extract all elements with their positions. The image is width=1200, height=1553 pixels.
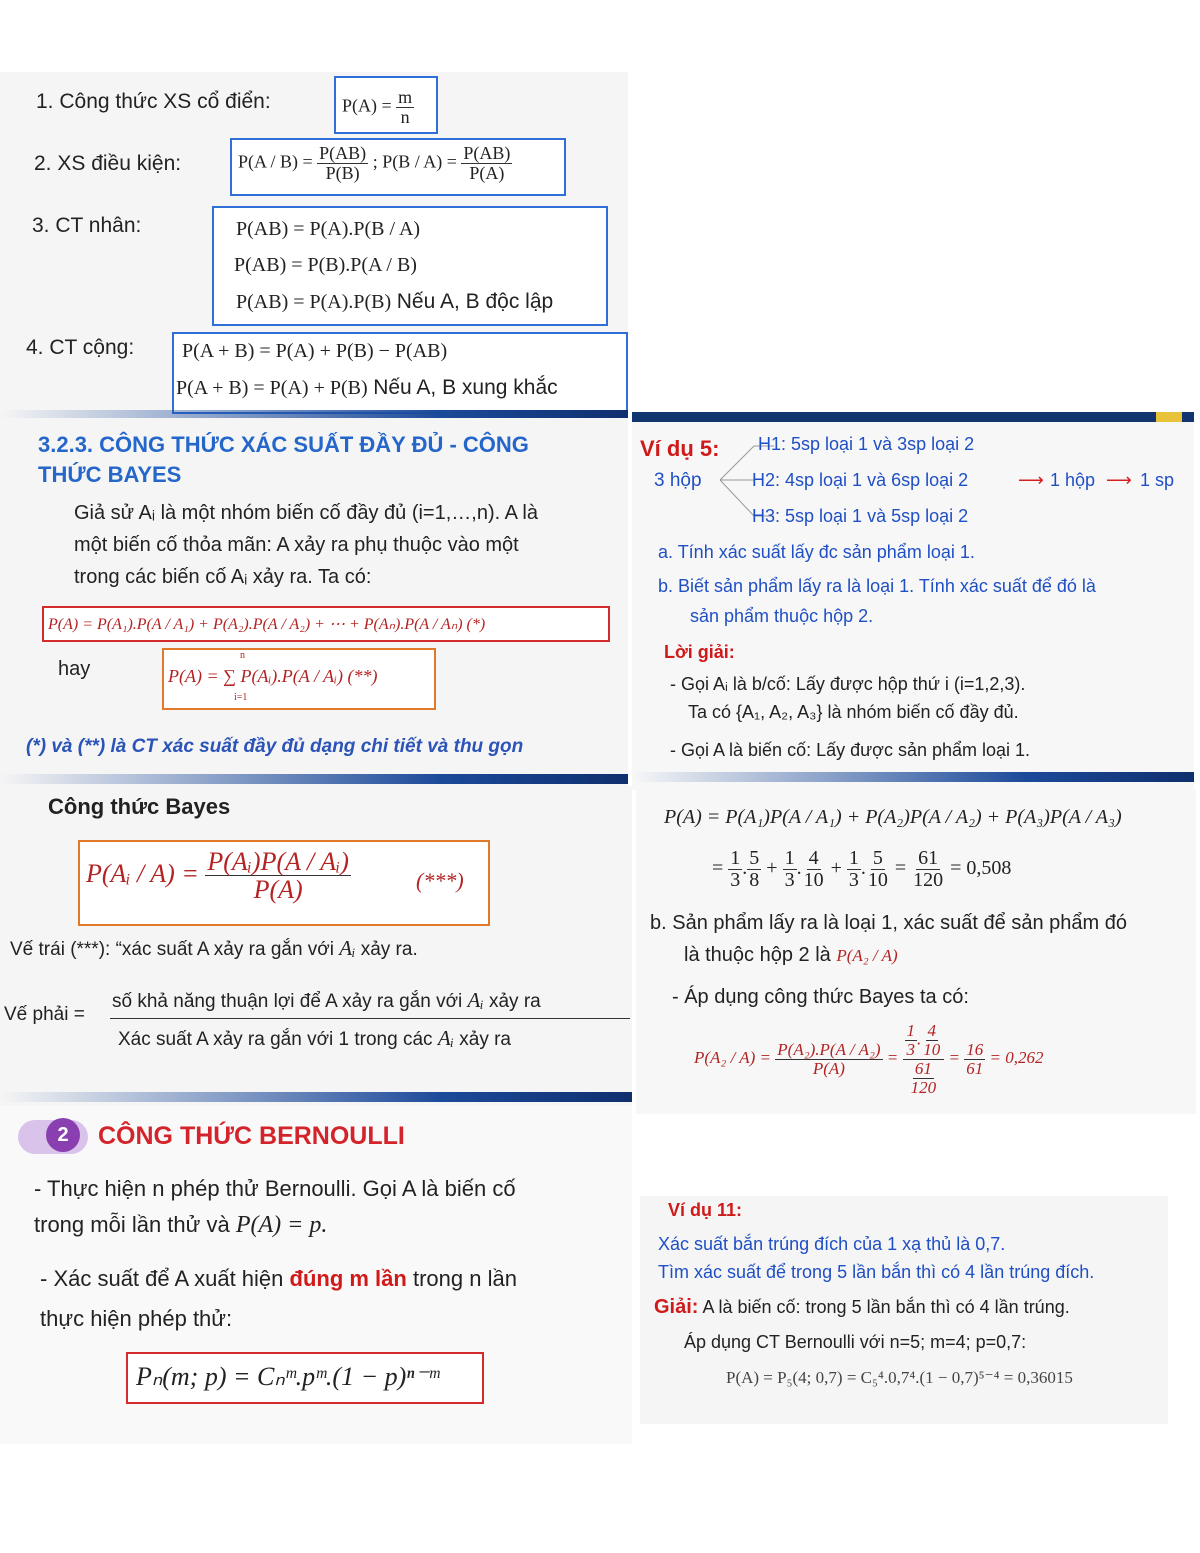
- box-h2: H2: 4sp loại 1 và 6sp loại 2: [752, 470, 969, 490]
- formula-bayes-box: [78, 840, 490, 926]
- bayes-example-lhs: P(A₂ / A) =: [694, 1048, 772, 1068]
- frac-den: 8: [749, 869, 760, 891]
- formula-sum-rule-l2-note: Nếu A, B xung khắc: [373, 376, 558, 399]
- arrow-icon: ⟶: [1018, 470, 1044, 490]
- slide-stripe: [632, 772, 1194, 782]
- frac-num: 61: [914, 1058, 932, 1078]
- slide-stripe: [0, 1092, 632, 1102]
- formula-bernoulli: Pₙ(m; p) = Cₙᵐ.pᵐ.(1 − p)ⁿ⁻ᵐ: [136, 1362, 440, 1391]
- formula-total-prob-box: [42, 606, 610, 642]
- example11-title: Ví dụ 11:: [668, 1200, 743, 1220]
- example11-formula: P(A) = P₅(4; 0,7) = C₅⁴.0,7⁴.(1 − 0,7)⁵⁻⁴ = 0,36015: [726, 1368, 1073, 1387]
- right-side-den: Xác suất A xảy ra gắn với 1 trong các: [118, 1029, 433, 1050]
- formula-bayes-num: P(Aᵢ)P(A / Aᵢ): [207, 847, 349, 876]
- frac-num: P(A₂).P(A / A₂): [777, 1039, 881, 1059]
- left-side-text: Vế trái (***): “xác suất A xảy ra gắn với: [10, 939, 334, 960]
- sum-bottom: i=1: [234, 692, 248, 703]
- bernoulli-panel: [0, 1106, 632, 1444]
- example11-l2: Tìm xác suất để trong 5 lần bắn thì có 4 lần trúng đích.: [658, 1262, 1095, 1282]
- part-b-l2: là thuộc hộp 2 là: [684, 944, 831, 966]
- solution-label: Lời giải:: [664, 642, 735, 662]
- equals: =: [712, 857, 724, 880]
- frac-den: P(A): [812, 1058, 845, 1078]
- section-heading-l2: THỨC BAYES: [38, 462, 182, 487]
- formula-product-l3-note: Nếu A, B độc lập: [396, 290, 554, 313]
- bayes-panel: [0, 786, 632, 1106]
- bernoulli-p2: trong mỗi lần thử và: [34, 1212, 230, 1237]
- formula-cond-num2: P(AB): [463, 143, 511, 163]
- right-side-den-end: xảy ra: [459, 1029, 511, 1050]
- bernoulli-p1: - Thực hiện n phép thử Bernoulli. Gọi A là biến cố: [34, 1176, 516, 1201]
- formula-product-l3: P(AB) = P(A).P(B): [236, 291, 392, 313]
- formula-summary-panel: [0, 72, 628, 418]
- frac-num: 16: [966, 1039, 984, 1059]
- formula-bernoulli-box: [126, 1352, 484, 1404]
- slide-stripe: [0, 774, 628, 784]
- formula-classic-lhs: P(A) =: [342, 95, 392, 116]
- frac-den: 10: [867, 869, 888, 891]
- frac-den: 10: [923, 1039, 941, 1059]
- frac-den: 3: [906, 1039, 916, 1059]
- example11-panel: [640, 1196, 1168, 1424]
- slide-top-bar: [632, 412, 1194, 422]
- formula-classic-den: n: [400, 106, 410, 127]
- solution-l3: - Gọi A là biến cố: Lấy được sản phẩm loại 1.: [670, 740, 1031, 760]
- formula-total-prob: P(A) = P(A₁).P(A / A₁) + P(A₂).P(A / A₂) + ⋯ + P(Aₙ).P(A / Aₙ) (*): [48, 616, 486, 633]
- frac-num: 1: [784, 847, 795, 869]
- formula-sum-rule-l1: P(A + B) = P(A) + P(B) − P(AB): [182, 340, 448, 362]
- box-h3: H3: 5sp loại 1 và 5sp loại 2: [752, 506, 969, 526]
- total-probability-panel: [0, 418, 628, 786]
- item1-label: 1. Công thức XS cổ điển:: [36, 90, 271, 113]
- frac-num: 1: [848, 847, 859, 869]
- right-side-num: số khả năng thuận lợi để A xảy ra gắn với: [112, 991, 463, 1012]
- frac-num: 1: [906, 1021, 916, 1040]
- formula-product-box: [212, 206, 608, 326]
- bayes-title: Công thức Bayes: [48, 794, 231, 819]
- numeric-computation: = $\frac{1}{3}$ . $\frac{5}{8}$ + $\frac{1}{3}$ . $\frac{4}{10}$ + $\frac{1}{3}$ . $\frac{5}{10}$ = $\frac{61}{120}$ = 0,508: [712, 847, 1012, 891]
- formula-total-prob-short: P(A) = ∑ P(Aᵢ).P(A / Aᵢ) (**): [168, 666, 378, 686]
- right-side-den-var: Aᵢ: [437, 1026, 454, 1050]
- right-side-num-end: xảy ra: [488, 991, 541, 1012]
- formula-total-example: P(A) = P(A₁)P(A / A₁) + P(A₂)P(A / A₂) + P(A₃)P(A / A₃): [664, 806, 1122, 828]
- note-text: (*) và (**) là CT xác suất đầy đủ dạng chi tiết và thu gọn: [26, 736, 524, 757]
- left-side-end: xảy ra.: [360, 939, 418, 960]
- formula-cond-den2: P(A): [469, 162, 505, 183]
- frac-den: 120: [910, 1077, 937, 1097]
- frac-num: 1: [730, 847, 741, 869]
- formula-sum-rule-l2: P(A + B) = P(A) + P(B): [176, 377, 368, 399]
- section-heading-l1: 3.2.3. CÔNG THỨC XÁC SUẤT ĐẦY ĐỦ - CÔNG: [38, 432, 529, 457]
- formula-product-l1: P(AB) = P(A).P(B / A): [236, 218, 421, 240]
- paragraph-l1: Giả sử Aᵢ là một nhóm biến cố đầy đủ (i=1,…,n). A là: [74, 502, 538, 524]
- solution-panel: P(A) = P(A₁)P(A / A₁) + P(A₂)P(A / A₂) + P(A₃)P(A / A₃) = $\frac{1}{3}$ . $\frac{5}{8}$ + $\frac{1}{3}$ . $\frac{4}{10}$ + $\frac{1}{3}$ . $\frac{5}{10}$ = $\frac{61}{120}$ = 0,508 b. Sản phẩm lấy ra là loại 1, xác suất để sản phẩm đó là thuộc hộp 2 là P(A₂ / A) - Áp dụng công thức Bayes ta có: P(A₂ / A) = $\frac{\text{P(A₂).P(A / A₂)}}{P(A)}$ = $\frac{1}{3}$ . $\frac{4}{10}$ $\frac{61}{120}$ = $\frac{16}{61}$ = 0,262: [636, 790, 1196, 1114]
- part-b-l1: b. Sản phẩm lấy ra là loại 1, xác suất để sản phẩm đó: [650, 912, 1127, 934]
- fraction-line: [110, 1018, 630, 1019]
- formula-bayes-den: P(A): [253, 875, 303, 905]
- pick-product: 1 sp: [1140, 470, 1175, 490]
- bayes-result: = 0,262: [989, 1048, 1044, 1068]
- paragraph-l3: trong các biến cố Aᵢ xảy ra. Ta có:: [74, 566, 372, 588]
- example5-title: Ví dụ 5:: [640, 436, 720, 461]
- example11-apply: Áp dụng CT Bernoulli với n=5; m=4; p=0,7:: [684, 1332, 1027, 1352]
- example11-sol-text: A là biến cố: trong 5 lần bắn thì có 4 lần trúng.: [702, 1297, 1070, 1317]
- pick-box: 1 hộp: [1050, 470, 1096, 490]
- boxes-label: 3 hộp: [654, 470, 702, 491]
- formula-product-l2: P(AB) = P(B).P(A / B): [234, 254, 417, 276]
- formula-cond-a: P(A / B) =: [238, 151, 313, 172]
- example11-sol-label: Giải:: [654, 1296, 699, 1318]
- formula-bayes-tag: (***): [416, 868, 464, 893]
- result-value: = 0,508: [950, 857, 1012, 880]
- section-number-badge: 2: [46, 1118, 80, 1152]
- bernoulli-p3b: đúng m lần: [289, 1266, 407, 1291]
- formula-sum-rule-box: [172, 332, 628, 414]
- bernoulli-p2-math: P(A) = p.: [235, 1212, 328, 1238]
- arrow-icon: ⟶: [1106, 470, 1132, 490]
- apply-bayes: - Áp dụng công thức Bayes ta có:: [672, 986, 969, 1008]
- frac-num: 5: [872, 847, 883, 869]
- question-b-l1: b. Biết sản phẩm lấy ra là loại 1. Tính xác suất để đó là: [658, 576, 1096, 596]
- frac-num: 5: [749, 847, 760, 869]
- right-side-label: Vế phải =: [4, 1004, 85, 1025]
- formula-cond-den1: P(B): [325, 162, 360, 183]
- formula-total-prob-short-box: [162, 648, 436, 710]
- example11-l1: Xác suất bắn trúng đích của 1 xạ thủ là 0,7.: [658, 1234, 1006, 1254]
- frac-den: 120: [913, 869, 944, 891]
- bernoulli-p3a: - Xác suất để A xuất hiện: [40, 1266, 284, 1291]
- item2-label: 2. XS điều kiện:: [34, 152, 182, 175]
- formula-cond-num1: P(AB): [319, 143, 367, 163]
- compound-fraction: $\frac{1}{3}$ . $\frac{4}{10}$ $\frac{61}{120}$: [903, 1022, 945, 1096]
- question-b-l2: sản phẩm thuộc hộp 2.: [690, 606, 874, 626]
- bernoulli-title: CÔNG THỨC BERNOULLI: [98, 1122, 405, 1150]
- frac-den: 10: [803, 869, 824, 891]
- left-side-var: Aᵢ: [339, 936, 356, 960]
- hay-label: hay: [58, 658, 91, 680]
- formula-classic-num: m: [398, 87, 413, 107]
- box-h1: H1: 5sp loại 1 và 3sp loại 2: [758, 434, 975, 454]
- item4-label: 4. CT cộng:: [26, 336, 135, 359]
- frac-den: 3: [784, 869, 795, 891]
- right-side-num-var: Aᵢ: [467, 988, 484, 1012]
- frac-den: 61: [966, 1058, 984, 1078]
- frac-den: 3: [848, 869, 859, 891]
- question-a: a. Tính xác suất lấy đc sản phẩm loại 1.: [658, 542, 975, 562]
- frac-num: 61: [918, 847, 939, 869]
- frac-den: 3: [730, 869, 741, 891]
- formula-cond-sep: ; P(B / A) =: [372, 151, 457, 172]
- slide-top-accent: [1156, 412, 1182, 422]
- solution-l1: - Gọi Aᵢ là b/cố: Lấy được hộp thứ i (i=1,2,3).: [670, 674, 1026, 694]
- formula-classic-box: [334, 76, 438, 134]
- slide-stripe: [0, 410, 628, 418]
- example5-panel: [632, 412, 1194, 790]
- bernoulli-p3c: trong n lần: [412, 1266, 517, 1291]
- part-b-var: P(A₂ / A): [836, 946, 898, 965]
- frac-num: 4: [808, 847, 819, 869]
- bernoulli-p4: thực hiện phép thử:: [40, 1306, 233, 1331]
- formula-bayes-lhs: P(Aᵢ / A) =: [86, 858, 199, 888]
- formula-conditional-box: [230, 138, 566, 196]
- paragraph-l2: một biến cố thỏa mãn: A xảy ra phụ thuộc vào một: [74, 534, 519, 556]
- frac-num: 4: [927, 1021, 937, 1040]
- item3-label: 3. CT nhân:: [32, 214, 142, 237]
- sum-top: n: [240, 650, 245, 661]
- solution-l2: Ta có {A₁, A₂, A₃} là nhóm biến cố đầy đủ.: [688, 702, 1019, 722]
